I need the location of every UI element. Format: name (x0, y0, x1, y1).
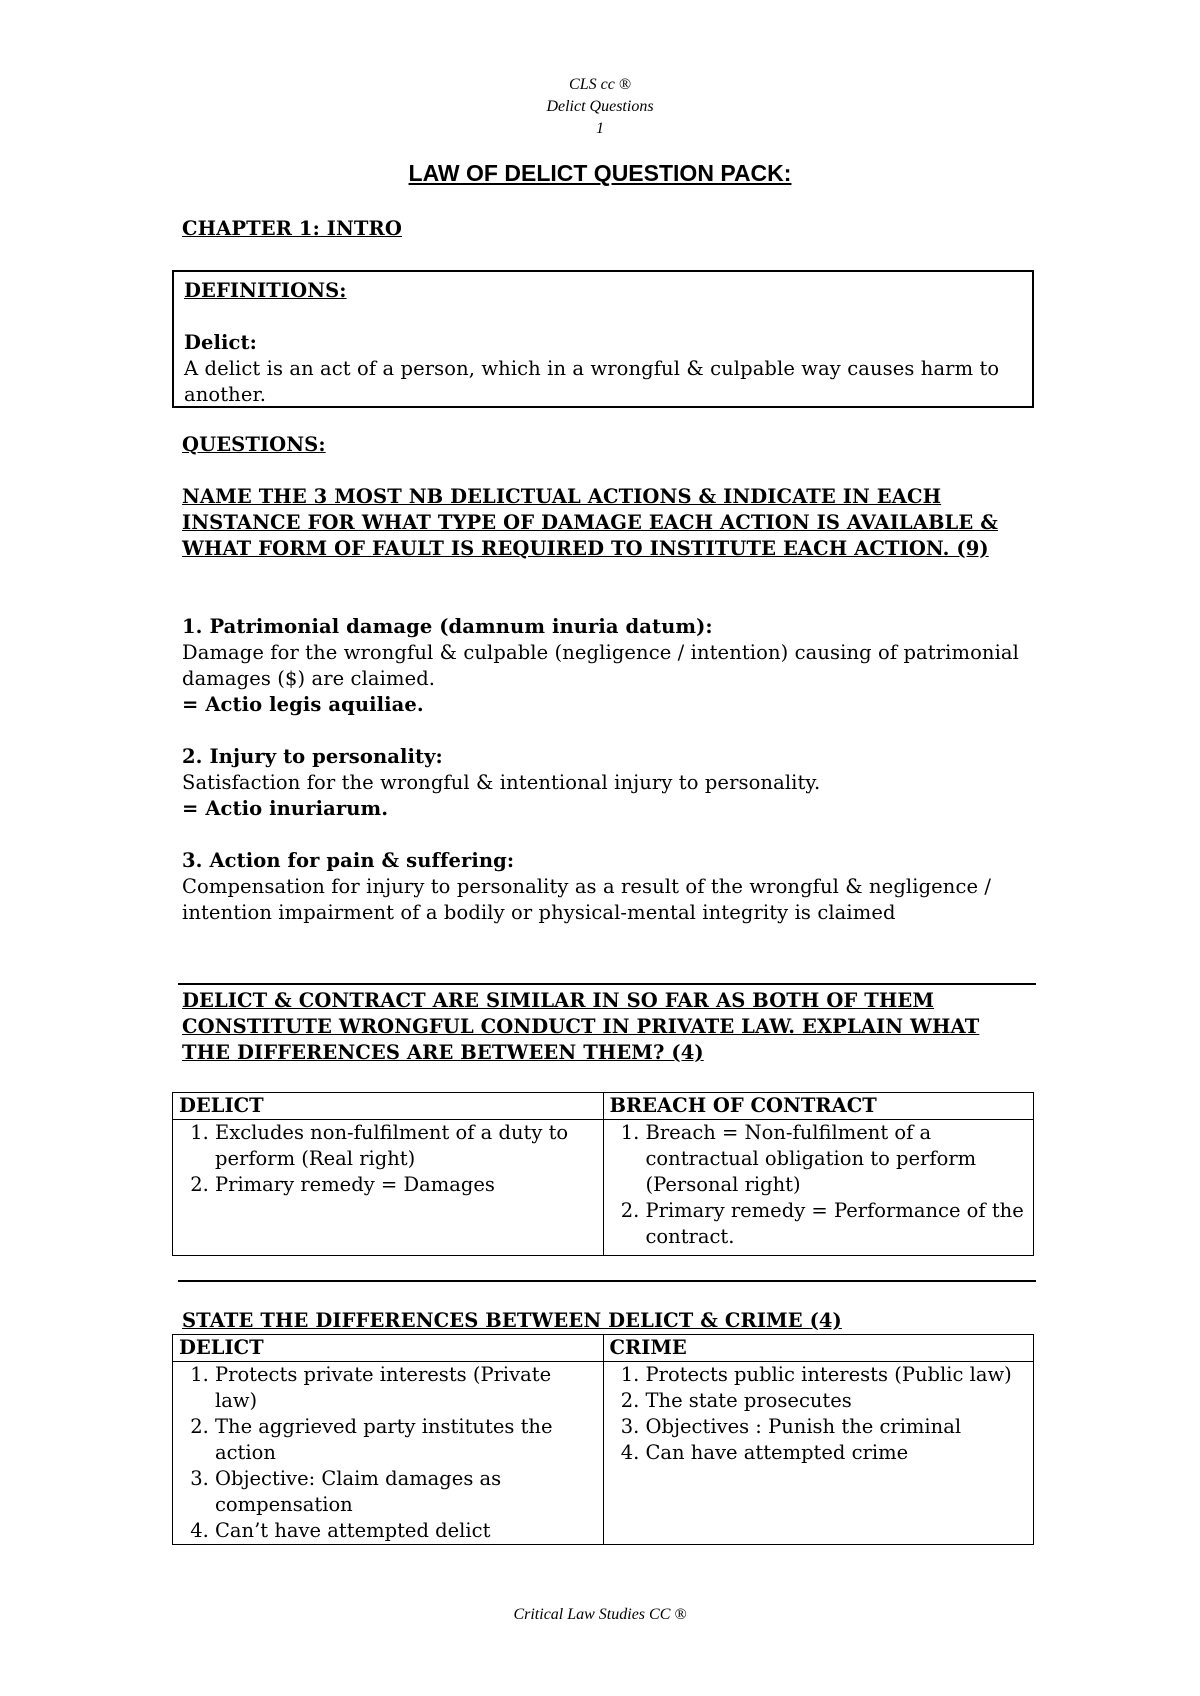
crime-column (603, 1362, 1034, 1545)
chapter-heading: CHAPTER 1: INTRO (182, 217, 402, 240)
answer-2 (182, 744, 1022, 822)
contract-column (603, 1120, 1034, 1256)
definition-term: Delict: (184, 331, 257, 354)
definitions-box (172, 270, 1034, 408)
list-item: 3. Objective: Claim damages as compensation (215, 1466, 597, 1518)
page-number: 1 (596, 120, 604, 137)
question-1-prompt: NAME THE 3 MOST NB DELICTUAL ACTIONS & INDICATE IN EACH INSTANCE FOR WHAT TYPE OF DAMAGE EACH ACTION IS AVAILABLE & WHAT FORM OF FAULT IS REQUIRED TO INSTITUTE EACH ACTION. (9) (182, 485, 998, 560)
delict-column (173, 1362, 604, 1545)
answer-2-text: Satisfaction for the wrongful & intentional injury to personality. (182, 771, 821, 794)
header-line-1: CLS cc ® (569, 76, 631, 93)
questions-heading: QUESTIONS: (182, 433, 326, 456)
table-header-delict: DELICT (173, 1093, 604, 1120)
answer-1-heading: 1. Patrimonial damage (damnum inuria datum): (182, 615, 713, 638)
answer-2-heading: 2. Injury to personality: (182, 745, 443, 768)
document-title: LAW OF DELICT QUESTION PACK: (408, 160, 792, 186)
list-item: 2. The state prosecutes (646, 1388, 1028, 1414)
page-header (0, 74, 1200, 140)
list-item: 2. Primary remedy = Damages (215, 1172, 597, 1198)
delict-crime-table (172, 1334, 1034, 1545)
answer-3 (182, 848, 1022, 926)
list-item: 1. Breach = Non-fulfilment of a contractual obligation to perform (Personal right) (646, 1120, 1028, 1198)
delict-contract-table (172, 1092, 1034, 1256)
list-item: 1. Protects private interests (Private law) (215, 1362, 597, 1414)
divider (178, 983, 1036, 985)
answer-1 (182, 614, 1022, 718)
table-header-delict: DELICT (173, 1335, 604, 1362)
divider (178, 1280, 1036, 1282)
answer-1-result: = Actio legis aquiliae. (182, 693, 424, 716)
header-line-2: Delict Questions (546, 98, 654, 115)
answer-3-heading: 3. Action for pain & suffering: (182, 849, 515, 872)
definitions-heading: DEFINITIONS: (184, 279, 347, 302)
list-item: 2. The aggrieved party institutes the action (215, 1414, 597, 1466)
list-item: 3. Objectives : Punish the criminal (646, 1414, 1028, 1440)
table-header-crime: CRIME (603, 1335, 1034, 1362)
answer-3-text: Compensation for injury to personality as a result of the wrongful & negligence / intention impairment of a bodily or physical-mental integrity is claimed (182, 875, 992, 924)
question-2-prompt: DELICT & CONTRACT ARE SIMILAR IN SO FAR AS BOTH OF THEM CONSTITUTE WRONGFUL CONDUCT IN PRIVATE LAW. EXPLAIN WHAT THE DIFFERENCES ARE BETWEEN THEM? (4) (182, 989, 980, 1064)
table-header-contract: BREACH OF CONTRACT (603, 1093, 1034, 1120)
definition-text: A delict is an act of a person, which in a wrongful & culpable way causes harm to another. (184, 357, 1000, 406)
delict-column (173, 1120, 604, 1256)
answer-1-text: Damage for the wrongful & culpable (negligence / intention) causing of patrimonial damages ($) are claimed. (182, 641, 1019, 690)
answer-2-result: = Actio inuriarum. (182, 797, 389, 820)
list-item: 4. Can have attempted crime (646, 1440, 1028, 1466)
list-item: 1. Excludes non-fulfilment of a duty to perform (Real right) (215, 1120, 597, 1172)
page-footer: Critical Law Studies CC ® (513, 1606, 687, 1623)
question-3-prompt: STATE THE DIFFERENCES BETWEEN DELICT & CRIME (4) (182, 1309, 842, 1332)
list-item: 4. Can’t have attempted delict (215, 1518, 597, 1544)
list-item: 1. Protects public interests (Public law) (646, 1362, 1028, 1388)
list-item: 2. Primary remedy = Performance of the contract. (646, 1198, 1028, 1250)
